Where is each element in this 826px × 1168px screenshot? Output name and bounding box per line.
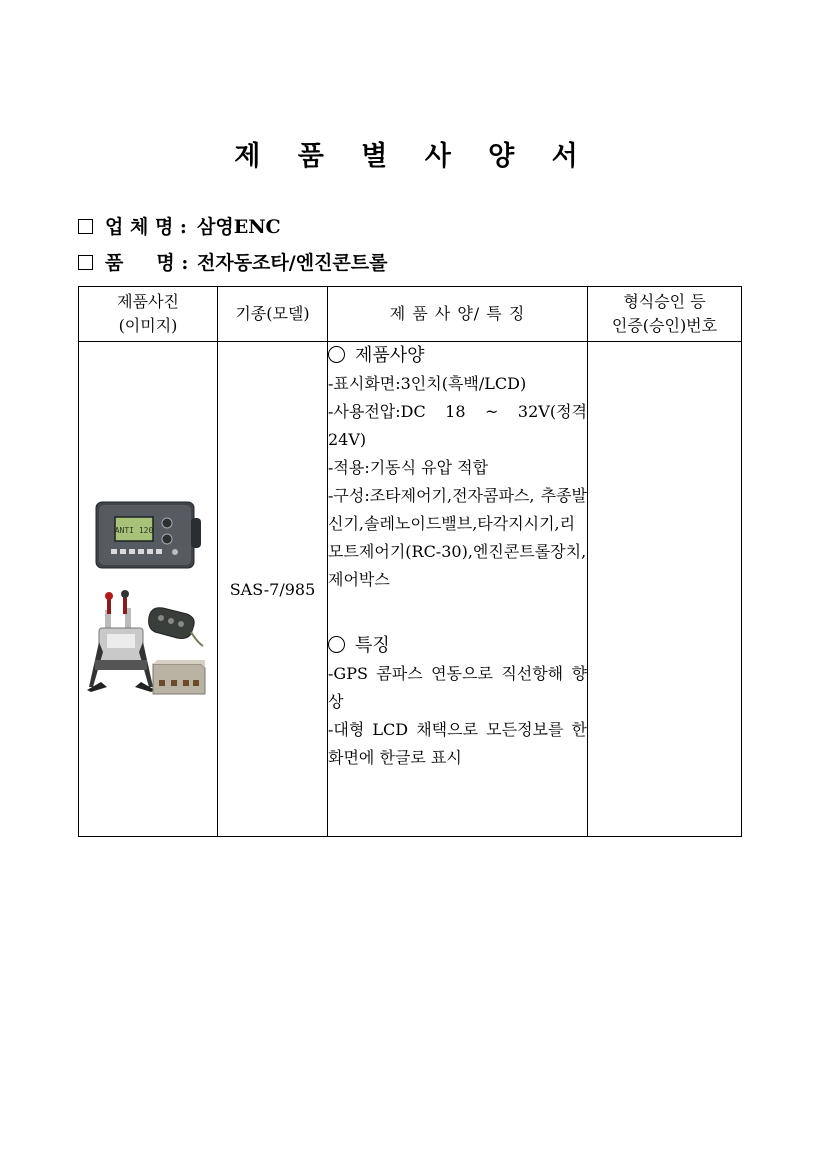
checkbox-square-icon [78, 255, 93, 270]
control-box-image [153, 660, 205, 694]
header-photo-line1: 제품사진 [117, 292, 179, 311]
header-cert [588, 287, 742, 342]
company-row [78, 212, 281, 239]
header-spec: 제 품 사 양/ 특 징 [328, 287, 588, 342]
spec-section-title: 제품사양 [355, 345, 425, 366]
document-title: 제 품 별 사 양 서 [234, 141, 592, 172]
engine-control-lever-image [87, 590, 155, 692]
company-value: 삼영ENC [197, 216, 281, 238]
cert-cell [588, 342, 742, 837]
company-label: 업 체 명 : [105, 216, 187, 238]
header-photo [79, 287, 218, 342]
spec-section-header [328, 342, 587, 370]
feature-section-title: 특징 [355, 635, 390, 656]
autopilot-controller-image [96, 502, 201, 568]
feature-line: -GPS 콤파스 연동으로 직선항해 향상 [328, 664, 587, 711]
spec-line: -표시화면:3인치(흑백/LCD) [328, 374, 527, 393]
checkbox-square-icon [78, 219, 93, 234]
circle-bullet-icon [328, 636, 345, 653]
table-header-row [79, 287, 742, 342]
product-row [78, 248, 387, 275]
lcd-readout: ANTI 120 [114, 526, 154, 535]
spec-table [78, 286, 742, 837]
header-cert-line1: 형식승인 등 [623, 292, 706, 311]
spec-cell [328, 342, 588, 837]
product-label: 품 명 : [105, 252, 189, 274]
feature-section-header [328, 632, 587, 660]
table-row [79, 342, 742, 837]
product-value: 전자동조타/엔진콘트롤 [197, 252, 388, 274]
model-cell: SAS-7/985 [218, 342, 328, 837]
remote-controller-image [149, 608, 203, 646]
header-cert-line2: 인증(승인)번호 [611, 316, 718, 335]
product-photo [79, 342, 218, 838]
spec-line: -사용전압:DC 18 ~ 32V(정격 24V) [328, 402, 587, 449]
header-model: 기종(모델) [218, 287, 328, 342]
feature-line: -대형 LCD 채택으로 모든정보를 한 화면에 한글로 표시 [328, 720, 587, 767]
circle-bullet-icon [328, 346, 345, 363]
product-photo-cell [79, 342, 218, 837]
spec-line: -구성:조타제어기,전자콤파스, 추종발신기,솔레노이드밸브,타각지시기,리모트제어기(RC-30),엔진콘트롤장치,제어박스 [328, 486, 587, 589]
header-photo-line2: (이미지) [118, 316, 178, 335]
spec-line: -적용:기동식 유압 적합 [328, 458, 489, 477]
